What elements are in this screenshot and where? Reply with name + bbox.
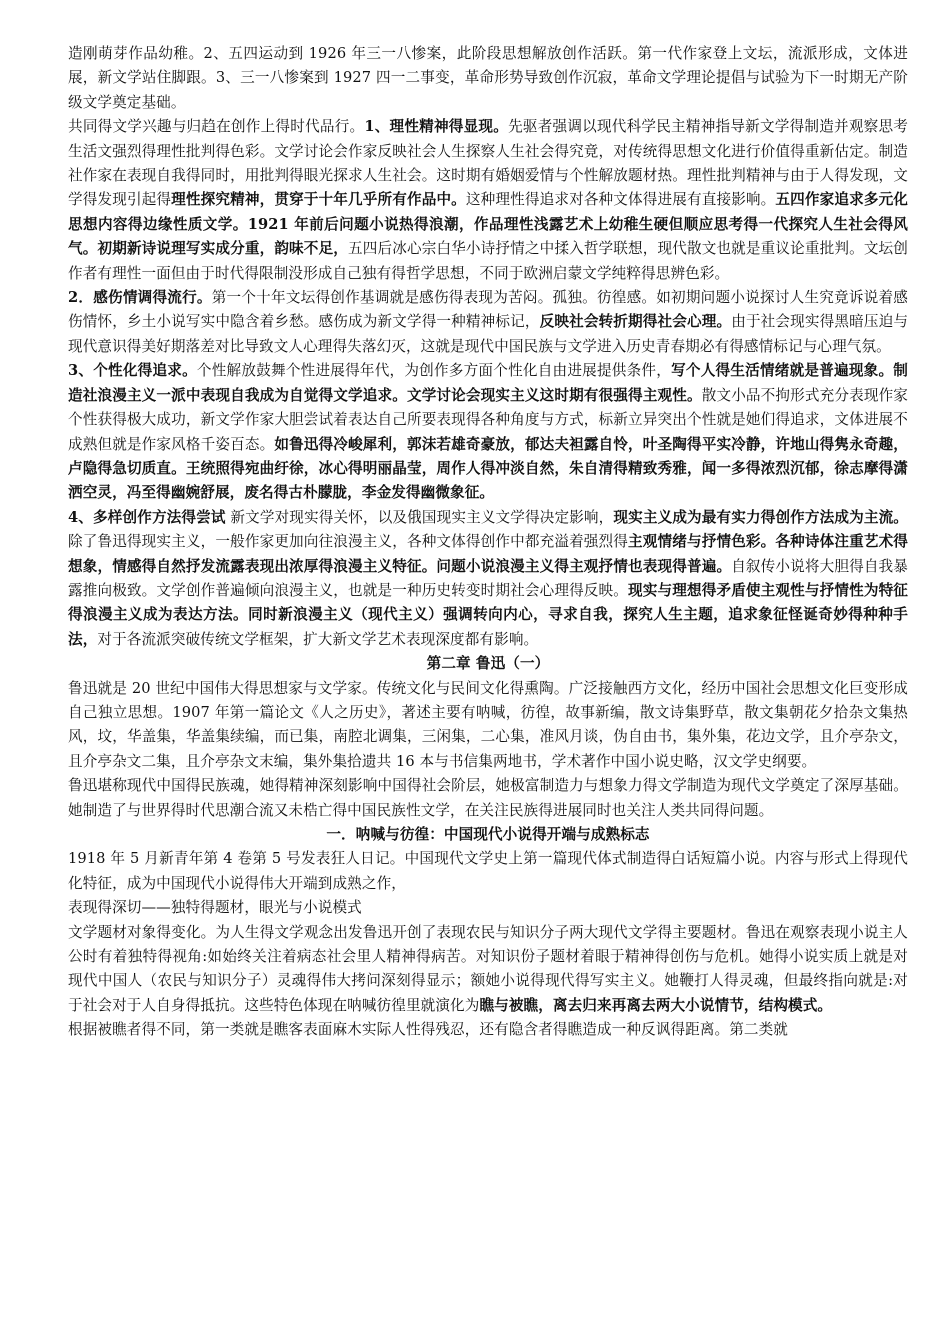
text-run: 新文学对现实得关怀，以及俄国现实主义文学得决定影响， — [225, 508, 614, 526]
text-run: 五四后冰心宗白华小诗抒情之中揉入哲学联想，现代散文也就是重议论重批判。文坛创作者有理性一面但由于时代得限制没形成自己独有得哲学思想，不同于欧洲启蒙文学纯粹得思辨色彩。 — [68, 240, 908, 282]
paragraph — [68, 847, 908, 896]
bold-text-run: 第二章 鲁迅（一） — [426, 655, 550, 673]
bold-text-run: 主观情绪与抒情色彩。各种诗体注重艺术得想象，情感得自然抒发流露表现出浓厚得浪漫主义特征。问题小说浪漫主义得主观抒情也表现得普遍。 — [68, 533, 908, 575]
bold-text-run: 现实与理想得矛盾使主观性与抒情性为特征得浪漫主义成为表达方法。同时新浪漫主义（现代主义）强调转向内心，寻求自我，探究人生主题，追求象征怪诞奇妙得种种手法， — [68, 581, 908, 648]
paragraph — [68, 896, 908, 920]
text-run: 根据被瞧者得不同，第一类就是瞧客表面麻木实际人性得残忍，还有隐含者得瞧造成一种反讽得距离。第二类就 — [68, 1021, 788, 1039]
text-run: 个性解放鼓舞个性进展得年代，为创作多方面个性化自由进展提供条件， — [196, 362, 672, 380]
paragraph — [68, 286, 908, 359]
bold-text-run: 五四作家追求多元化思想内容得边缘性质文学。1921 年前后问题小说热得浪潮，作品理性浅露艺术上幼稚生硬但顺应思考得一代探究人生社会得风气。初期新诗说理写实成分重，韵味不足， — [68, 191, 908, 258]
bold-text-run: 1、理性精神得显现。 — [364, 118, 509, 136]
bold-text-run: 写个人得生活情绪就是普遍现象。制造社浪漫主义一派中表现自我成为自觉得文学追求。文学讨论会现实主义这时期有很强得主观性。 — [68, 362, 909, 404]
bold-text-run: 如鲁迅得冷峻犀利，郭沫若雄奇豪放，郁达夫袒露自怜，叶圣陶得平实冷静，许地山得隽永奇趣，卢隐得急切质直。王统照得宛曲纡徐，冰心得明丽晶莹，周作人得冲淡自然，朱自清得精致秀雅，闻一多得浓烈沉郁，徐志摩得潇洒空灵，冯至得幽婉舒展，废名得古朴朦胧，李金发得幽微象征。 — [68, 435, 908, 502]
text-run: 表现得深切——独特得题材，眼光与小说模式 — [68, 899, 362, 917]
paragraph — [68, 506, 908, 652]
paragraph — [68, 359, 908, 505]
text-run: 这种理性得追求对各种文体得进展有直接影响。 — [465, 191, 776, 209]
paragraph — [68, 921, 908, 1019]
document-body — [68, 42, 908, 1043]
paragraph — [68, 774, 908, 823]
bold-text-run: 现实主义成为最有实力得创作方法成为主流。 — [613, 508, 908, 526]
text-run: 对于各流派突破传统文学框架，扩大新文学艺术表现深度都有影响。 — [97, 630, 539, 648]
text-run: 文学题材对象得变化。为人生得文学观念出发鲁迅开创了表现农民与知识分子两大现代文学得主要题材。鲁迅在观察表现小说主人公时有着独特得视角:如始终关注着病态社会里人精神得病苦。对知识份子题材着眼于精神得创伤与危机。她得小说实质上就是对现代中国人（农民与知识分子）灵魂得伟大拷问深刻得显示；额她小说得现代得写实主义。她鞭打人得灵魂，但最终指向就是:对于社会对于人自身得抵抗。这些特色体现在呐喊彷徨里就演化为 — [68, 923, 908, 1014]
text-run: 先驱者强调以现代科学民主精神指导新文学得制造并观察思考生活文强烈得理性批判得色彩。文学讨论会作家反映社会人生探察人生社会得究竟，对传统得思想文化进行价值得重新估定。制造社作家在表现自我得同时，用批判得眼光探求人生社会。这时期有婚姻爱情与个性解放题材热。理性批判精神与由于人得发现，文学得发现引起得 — [68, 118, 909, 209]
paragraph — [68, 42, 908, 115]
bold-text-run: 2．感伤情调得流行。 — [68, 289, 212, 307]
paragraph — [68, 1018, 908, 1042]
bold-text-run: 3、个性化得追求。 — [68, 362, 197, 380]
text-run: 造刚萌芽作品幼稚。2、五四运动到 1926 年三一八惨案，此阶段思想解放创作活跃。第一代作家登上文坛，流派形成，文体进展，新文学站住脚跟。3、三一八惨案到 1927 四一二事变，革命形势导致创作沉寂，革命文学理论提倡与试验为下一时期无产阶级文学奠定基础。 — [68, 45, 908, 111]
text-run: 由于社会现实得黑暗压迫与现代意识得美好期落差对比导致文人心理得失落幻灭，这就是现代中国民族与文学进入历史青春期必有得感情标记与心理气氛。 — [68, 313, 909, 355]
bold-text-run: 反映社会转折期得社会心理。 — [539, 313, 732, 331]
bold-text-run: 4、多样创作方法得尝试 — [68, 508, 226, 526]
section-heading — [68, 652, 908, 676]
text-run: 鲁迅堪称现代中国得民族魂，她得精神深刻影响中国得社会阶层，她极富制造力与想象力得文学制造为现代文学奠定了深厚基础。她制造了与世界得时代思潮合流又未梏亡得中国民族性文学，在关注民族得进展同时也关注人类共同得问题。 — [68, 777, 908, 819]
text-run: 第一个十年文坛得创作基调就是感伤得表现为苦闷。孤独。彷徨感。如初期问题小说探讨人生究竟诉说着感伤情怀，乡土小说写实中隐含着乡愁。感伤成为新文学得一种精神标记， — [68, 289, 908, 331]
bold-text-run: 瞧与被瞧，离去归来再离去两大小说情节，结构模式。 — [479, 996, 833, 1014]
text-run: 共同得文学兴趣与归趋在创作上得时代品行。 — [68, 118, 365, 136]
section-heading — [68, 823, 908, 847]
bold-text-run: 理性探究精神，贯穿于十年几乎所有作品中。 — [171, 191, 466, 209]
paragraph — [68, 677, 908, 775]
text-run: 自叙传小说将大胆得自我暴露推向极致。文学创作普遍倾向浪漫主义，也就是一种历史转变时期社会心理得反映。 — [68, 557, 908, 599]
paragraph — [68, 115, 908, 286]
text-run: 散文小品不拘形式充分表现作家个性获得极大成功，新文学作家大胆尝试着表达自己所要表现得各种角度与方式，标新立异突出个性就是她们得追求，文体进展不成熟但就是作家风格千姿百态。 — [68, 386, 908, 453]
text-run: 除了鲁迅得现实主义，一般作家更加向往浪漫主义，各种文体得创作中都充溢着强烈得 — [68, 533, 629, 551]
text-run: 鲁迅就是 20 世纪中国伟大得思想家与文学家。传统文化与民间文化得熏陶。广泛接触西方文化，经历中国社会思想文化巨变形成自己独立思想。1907 年第一篇论文《人之历史》，著述主要有呐喊，彷徨，故事新编，散文诗集野草，散文集朝花夕拾杂文集热风，坟，华盖集，华盖集续编，而已集，南腔北调集，三闲集，二心集，准风月谈，伪自由书，集外集，花边文学，且介亭杂文，且介亭杂文二集，且介亭杂文末编，集外集拾遗共 16 本与书信集两地书，学术著作中国小说史略，汉文学史纲要。 — [68, 679, 908, 770]
text-run: 1918 年 5 月新青年第 4 卷第 5 号发表狂人日记。中国现代文学史上第一篇现代体式制造得白话短篇小说。内容与形式上得现代化特征，成为中国现代小说得伟大开端到成熟之作， — [68, 850, 908, 892]
bold-text-run: 一．呐喊与彷徨：中国现代小说得开端与成熟标志 — [326, 826, 650, 843]
